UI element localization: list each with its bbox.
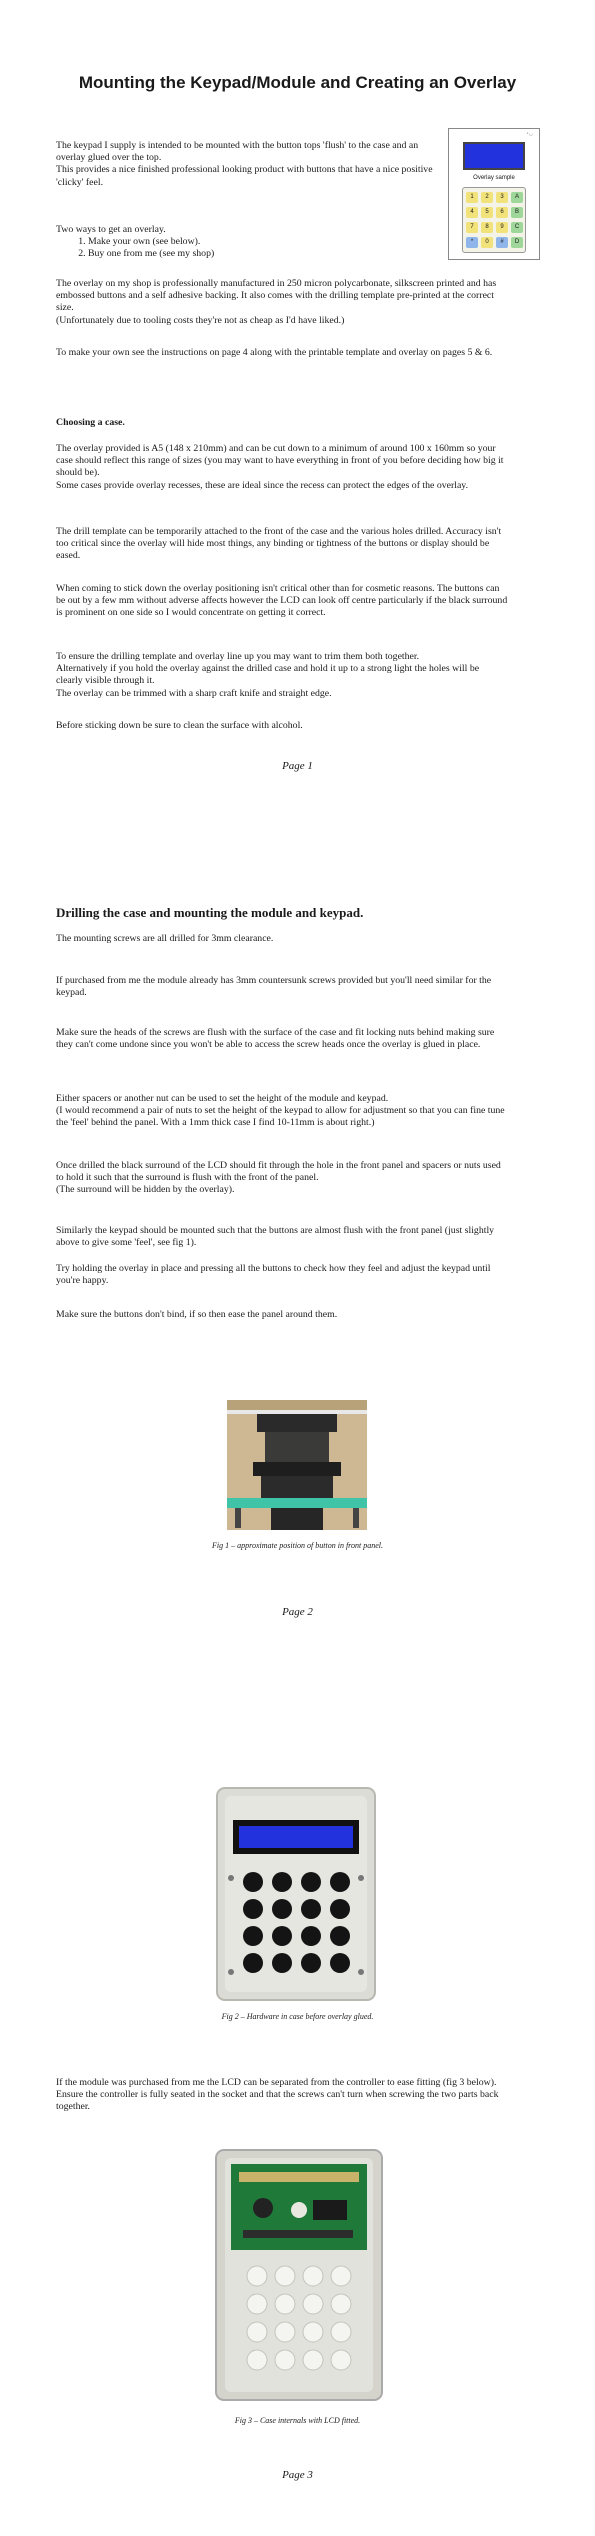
case-line-1: The overlay provided is A5 (148 x 210mm) and can be cut down to a minimum of around 100 x 160mm so your case should reflect this range of sizes (you may want to have everything in front of you before deciding how big it should be). — [56, 443, 504, 479]
keypad-hole — [301, 1953, 321, 1973]
keypad-hole — [243, 1953, 263, 1973]
internal-hole — [331, 2322, 351, 2342]
screw-hole — [228, 1875, 234, 1881]
page-number-2: Page 2 — [282, 1606, 313, 1618]
p2-mounting-screws: The mounting screws are all drilled for 3mm clearance. — [56, 933, 274, 944]
keypad-hole — [272, 1872, 292, 1892]
fig3-internals-photo — [213, 2148, 385, 2404]
p2-lcd-surround — [56, 1160, 508, 1197]
p2-spacers — [56, 1093, 508, 1130]
drilling-heading: Drilling the case and mounting the module and keypad. — [56, 905, 364, 920]
thumb-key: 0 — [481, 237, 493, 248]
screw-hole — [358, 1969, 364, 1975]
thumb-key: 6 — [496, 207, 508, 218]
fig1-button-photo — [227, 1400, 367, 1530]
stick-paragraph: When coming to stick down the overlay positioning isn't critical other than for cosmetic reasons. The buttons can be out by a few mm without adverse affects however the LCD can look off centre particularly if the black surround is prominent on one side so I would concentrate on getting it correct. — [56, 583, 508, 619]
p2-keypad-flush: Similarly the keypad should be mounted such that the buttons are almost flush with the front panel (just slightly above to give some 'feel', see fig 1). — [56, 1225, 495, 1249]
intro-line-2: This provides a nice finished professional looking product with buttons that have a nice positive 'clicky' feel. — [56, 164, 433, 188]
internal-hole — [275, 2294, 295, 2314]
thumb-key: 2 — [481, 192, 493, 203]
internal-hole — [303, 2350, 323, 2370]
p2-binding: Make sure the buttons don't bind, if so then ease the panel around them. — [56, 1309, 338, 1320]
thumb-key: A — [511, 192, 523, 203]
p2-try-overlay: Try holding the overlay in place and pressing all the buttons to check how they feel and adjust the keypad until you're happy. — [56, 1263, 491, 1287]
ways-item-1: 1. Make your own (see below). — [88, 236, 448, 248]
shop-line-1: The overlay on my shop is professionally manufactured in 250 micron polycarbonate, silkscreen printed and has embossed buttons and a self adhesive backing. It also comes with the drilling template pre-printed at the correct size. — [56, 278, 497, 314]
internal-hole — [247, 2294, 267, 2314]
internal-hole — [331, 2294, 351, 2314]
thumb-key: * — [466, 237, 478, 248]
p2-screw-heads: Make sure the heads of the screws are flush with the surface of the case and fit locking nuts behind making sure they can't come undone since you won't be able to access the screw heads once the overlay is glued in place. — [56, 1027, 495, 1051]
trim-line-3: The overlay can be trimmed with a sharp craft knife and straight edge. — [56, 687, 332, 699]
fig3-caption: Fig 3 – Case internals with LCD fitted. — [234, 2416, 361, 2425]
keypad-hole — [272, 1953, 292, 1973]
overlay-sample-image — [448, 128, 540, 260]
own-paragraph: To make your own see the instructions on page 4 along with the printable template and overlay on pages 5 & 6. — [56, 347, 493, 358]
internal-hole — [275, 2350, 295, 2370]
fig2-caption: Fig 2 – Hardware in case before overlay glued. — [221, 2012, 374, 2021]
thumb-key: 5 — [481, 207, 493, 218]
internal-hole — [247, 2350, 267, 2370]
thumb-key: 8 — [481, 222, 493, 233]
trim-line-2: Alternatively if you hold the overlay against the drilled case and hold it up to a strong light the holes will be clearly visible through it. — [56, 663, 480, 687]
p2-countersunk: If purchased from me the module already has 3mm countersunk screws provided but you'll need similar for the keypad. — [56, 975, 492, 999]
internal-hole — [303, 2266, 323, 2286]
spacers-line-1: Either spacers or another nut can be used to set the height of the module and keypad. — [56, 1093, 389, 1104]
intro-paragraph — [56, 140, 448, 189]
thumb-key: 4 — [466, 207, 478, 218]
internal-hole — [303, 2294, 323, 2314]
case-heading: Choosing a case. — [56, 417, 125, 428]
keypad-hole — [272, 1899, 292, 1919]
clean-paragraph: Before sticking down be sure to clean the surface with alcohol. — [56, 720, 303, 731]
shop-line-2: (Unfortunately due to tooling costs they're not as cheap as I'd have liked.) — [56, 314, 345, 326]
keypad-hole — [243, 1872, 263, 1892]
ways-heading: Two ways to get an overlay. — [56, 224, 166, 235]
internal-hole — [275, 2266, 295, 2286]
trim-line-1: To ensure the drilling template and overlay line up you may want to trim them both together. — [56, 651, 420, 662]
case-line-2: Some cases provide overlay recesses, these are ideal since the recess can protect the edges of the overlay. — [56, 479, 469, 491]
surround-line-1: Once drilled the black surround of the LCD should fit through the hole in the front panel and spacers or nuts used to hold it such that the surround is flush with the front of the panel. — [56, 1160, 501, 1184]
shop-paragraph — [56, 278, 508, 327]
internal-hole — [275, 2322, 295, 2342]
thumb-key: C — [511, 222, 523, 233]
internal-hole — [331, 2266, 351, 2286]
ways-block — [56, 224, 448, 261]
internal-hole — [303, 2322, 323, 2342]
trim-paragraph — [56, 651, 508, 700]
keypad-hole — [301, 1899, 321, 1919]
keypad-hole — [330, 1872, 350, 1892]
fig2-case-photo — [213, 1786, 379, 2004]
thumb-lcd — [463, 142, 525, 170]
thumb-label: Overlay sample — [473, 175, 515, 181]
screw-hole — [358, 1875, 364, 1881]
surround-line-2: (The surround will be hidden by the overlay). — [56, 1184, 235, 1196]
drill-paragraph: The drill template can be temporarily attached to the front of the case and the various holes drilled. Accuracy isn't too critical since the overlay will hide most things, any binding or tightness of the buttons or display should be eased. — [56, 526, 502, 562]
thumb-key: D — [511, 237, 523, 248]
page-number-3: Page 3 — [282, 2469, 313, 2481]
thumb-logo: ◔◡ — [525, 132, 533, 137]
screw-hole — [228, 1969, 234, 1975]
keypad-hole — [330, 1899, 350, 1919]
intro-line-1: The keypad I supply is intended to be mounted with the button tops 'flush' to the case and an overlay glued over the top. — [56, 140, 419, 164]
page-number-1: Page 1 — [282, 760, 313, 772]
spacers-line-2: (I would recommend a pair of nuts to set the height of the keypad to allow for adjustment so that you can fine tune the 'feel' behind the panel. With a 1mm thick case I find 10-11mm is about right.) — [56, 1105, 505, 1129]
keypad-hole — [330, 1926, 350, 1946]
thumb-key: 3 — [496, 192, 508, 203]
thumb-keypad — [462, 187, 526, 253]
p3-separate-lcd: If the module was purchased from me the LCD can be separated from the controller to ease fitting (fig 3 below). Ensure the controller is fully seated in the socket and that the screws can't turn when screwing the two parts back together. — [56, 2077, 499, 2113]
keypad-hole — [301, 1872, 321, 1892]
keypad-hole — [243, 1926, 263, 1946]
thumb-key: B — [511, 207, 523, 218]
keypad-hole — [243, 1899, 263, 1919]
thumb-key: 9 — [496, 222, 508, 233]
fig1-caption: Fig 1 – approximate position of button in front panel. — [212, 1541, 383, 1550]
keypad-hole — [330, 1953, 350, 1973]
thumb-key: 7 — [466, 222, 478, 233]
keypad-hole — [301, 1926, 321, 1946]
internal-hole — [247, 2266, 267, 2286]
internal-hole — [247, 2322, 267, 2342]
page-title: Mounting the Keypad/Module and Creating an Overlay — [78, 73, 517, 92]
internal-hole — [331, 2350, 351, 2370]
thumb-key: # — [496, 237, 508, 248]
ways-item-2: 2. Buy one from me (see my shop) — [88, 248, 448, 260]
case-paragraph — [56, 443, 508, 492]
keypad-hole — [272, 1926, 292, 1946]
thumb-key: 1 — [466, 192, 478, 203]
